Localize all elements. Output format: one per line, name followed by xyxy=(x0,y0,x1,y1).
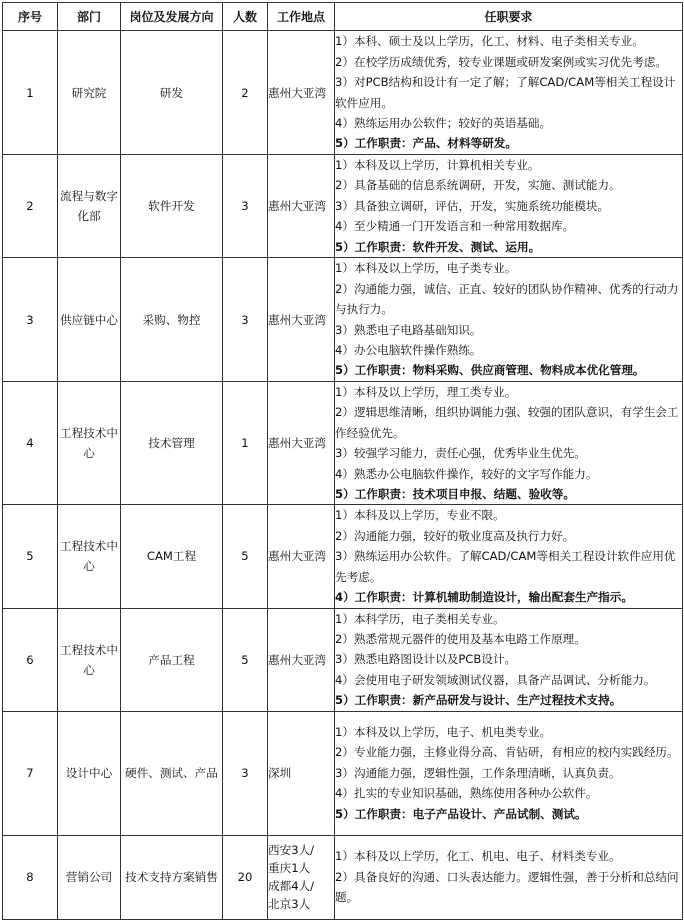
requirement-item: 2）沟通能力强，较好的敬业度高及执行力好。 xyxy=(335,528,575,543)
row-department: 供应链中心 xyxy=(58,258,121,382)
row-position: 研发 xyxy=(121,31,223,155)
row-headcount: 3 xyxy=(223,155,268,258)
row-department: 营销公司 xyxy=(58,835,121,919)
row-requirements xyxy=(335,155,683,258)
row-position: 产品工程 xyxy=(121,608,223,711)
requirement-item: 1）本科及以上学历，专业不限。 xyxy=(335,508,505,523)
row-headcount: 5 xyxy=(223,608,268,711)
requirement-item: 1）本科及以上学历，计算机相关专业。 xyxy=(335,158,540,172)
row-position: 硬件、测试、产品 xyxy=(121,711,223,835)
row-location: 惠州大亚湾 xyxy=(268,608,335,711)
row-headcount: 5 xyxy=(223,505,268,608)
requirement-item: 2）熟悉常规元器件的使用及基本电路工作原理。 xyxy=(335,631,586,646)
row-department: 工程技术中心 xyxy=(58,382,121,505)
row-location: 惠州大亚湾 xyxy=(268,505,335,608)
row-position: CAM工程 xyxy=(121,505,223,608)
row-requirements xyxy=(335,711,683,835)
header-requirements: 任职要求 xyxy=(335,3,683,31)
row-number: 7 xyxy=(3,711,58,835)
row-headcount: 1 xyxy=(223,382,268,505)
location-line: 重庆1人 xyxy=(268,861,311,876)
row-requirements xyxy=(335,505,683,608)
header-row xyxy=(3,3,683,31)
requirement-item: 4）熟练运用办公软件；较好的英语基础。 xyxy=(335,115,552,130)
row-location xyxy=(268,835,335,919)
header-dept: 部门 xyxy=(58,3,121,31)
row-requirements xyxy=(335,835,683,919)
header-count: 人数 xyxy=(223,3,268,31)
row-number: 1 xyxy=(3,31,58,155)
row-location: 深圳 xyxy=(268,711,335,835)
table-row xyxy=(3,382,683,505)
row-requirements xyxy=(335,608,683,711)
row-position: 软件开发 xyxy=(121,155,223,258)
requirement-item: 3）较强学习能力，责任心强，优秀毕业生优先。 xyxy=(335,446,586,461)
row-department: 研究院 xyxy=(58,31,121,155)
requirement-item: 3）对PCB结构和设计有一定了解；了解CAD/CAM等相关工程设计软件应用。 xyxy=(335,75,676,110)
requirement-duty: 5）工作职责：技术项目申报、结题、验收等。 xyxy=(335,487,575,502)
row-position: 技术管理 xyxy=(121,382,223,505)
row-number: 2 xyxy=(3,155,58,258)
row-number: 3 xyxy=(3,258,58,382)
row-number: 4 xyxy=(3,382,58,505)
location-line: 西安3人/ xyxy=(268,843,315,858)
table-row xyxy=(3,31,683,155)
header-position: 岗位及发展方向 xyxy=(121,3,223,31)
location-line: 北京3人 xyxy=(268,897,311,912)
row-department: 工程技术中心 xyxy=(58,505,121,608)
row-headcount: 3 xyxy=(223,711,268,835)
location-line: 成都4人/ xyxy=(268,879,315,894)
requirement-item: 2）专业能力强，主修业得分高、肯钻研，有相应的校内实践经历。 xyxy=(335,745,679,760)
requirement-duty: 5）工作职责：软件开发、测试、运用。 xyxy=(335,239,541,254)
requirement-item: 4）至少精通一门开发语言和一种常用数据库。 xyxy=(335,219,575,234)
row-headcount: 20 xyxy=(223,835,268,919)
row-location: 惠州大亚湾 xyxy=(268,258,335,382)
requirement-item: 1）本科及以上学历，电子类专业。 xyxy=(335,261,517,276)
requirement-duty: 5）工作职责：电子产品设计、产品试制、测试。 xyxy=(335,806,587,821)
requirement-item: 4）熟悉办公电脑软件操作，较好的文字写作能力。 xyxy=(335,466,598,481)
requirement-item: 2）沟通能力强，诚信、正直、较好的团队协作精神、优秀的行动力与执行力。 xyxy=(335,281,679,317)
row-requirements xyxy=(335,382,683,505)
row-department: 流程与数字化部 xyxy=(58,155,121,258)
row-location: 惠州大亚湾 xyxy=(268,155,335,258)
requirement-item: 1）本科学历，电子类相关专业。 xyxy=(335,611,505,626)
requirement-duty: 5）工作职责：物料采购、供应商管理、物料成本优化管理。 xyxy=(335,363,645,378)
header-no: 序号 xyxy=(3,3,58,31)
header-location: 工作地点 xyxy=(268,3,335,31)
requirement-item: 2）逻辑思维清晰，组织协调能力强、较强的团队意识，有学生会工作经验优先。 xyxy=(335,405,679,440)
requirement-item: 2）具备基础的信息系统调研，开发，实施、测试能力。 xyxy=(335,178,621,193)
row-position: 采购、物控 xyxy=(121,258,223,382)
table-row xyxy=(3,711,683,835)
row-department: 工程技术中心 xyxy=(58,608,121,711)
requirement-item: 4）扎实的专业知识基础，熟练使用各种办公软件。 xyxy=(335,786,598,801)
requirement-item: 3）熟悉电路图设计以及PCB设计。 xyxy=(335,652,517,667)
requirement-item: 3）熟练运用办公软件。了解CAD/CAM等相关工程设计软件应用优先考虑。 xyxy=(335,549,676,584)
requirement-item: 1）本科及以上学历，理工类专业。 xyxy=(335,385,517,400)
row-position: 技术支持方案销售 xyxy=(121,835,223,919)
requirement-item: 4）会使用电子研发领域测试仪器，具备产品调试、分析能力。 xyxy=(335,672,656,687)
requirement-item: 1）本科及以上学历，化工、机电、电子、材料类专业。 xyxy=(335,849,621,864)
requirement-item: 4）办公电脑软件操作熟练。 xyxy=(335,342,482,357)
row-number: 6 xyxy=(3,608,58,711)
table-row xyxy=(3,155,683,258)
table-row xyxy=(3,835,683,919)
row-number: 8 xyxy=(3,835,58,919)
row-number: 5 xyxy=(3,505,58,608)
row-headcount: 3 xyxy=(223,258,268,382)
row-requirements xyxy=(335,31,683,155)
table-row xyxy=(3,608,683,711)
requirement-item: 2）在校学历成绩优秀，较专业课题或研发案例或实习优先考虑。 xyxy=(335,54,668,69)
requirement-item: 1）本科、硕士及以上学历，化工、材料、电子类相关专业。 xyxy=(335,34,644,49)
recruitment-table xyxy=(2,2,683,920)
row-headcount: 2 xyxy=(223,31,268,155)
requirement-item: 2）具备良好的沟通、口头表达能力。逻辑性强，善于分析和总结问题。 xyxy=(335,869,679,905)
requirement-item: 1）本科及以上学历，电子、机电类专业。 xyxy=(335,725,552,740)
row-requirements xyxy=(335,258,683,382)
table-row xyxy=(3,258,683,382)
requirement-item: 3）沟通能力强，逻辑性强，工作条理清晰，认真负责。 xyxy=(335,765,621,780)
requirement-item: 3）具备独立调研，评估，开发，实施系统功能模块。 xyxy=(335,198,610,213)
requirement-duty: 5）工作职责：新产品研发与设计、生产过程技术支持。 xyxy=(335,693,622,708)
row-location: 惠州大亚湾 xyxy=(268,31,335,155)
table-row xyxy=(3,505,683,608)
row-location: 惠州大亚湾 xyxy=(268,382,335,505)
requirement-item: 3）熟悉电子电路基础知识。 xyxy=(335,322,482,337)
requirement-duty: 5）工作职责：产品、材料等研发。 xyxy=(335,136,517,151)
row-department: 设计中心 xyxy=(58,711,121,835)
requirement-duty: 4）工作职责：计算机辅助制造设计，输出配套生产指示。 xyxy=(335,590,633,605)
